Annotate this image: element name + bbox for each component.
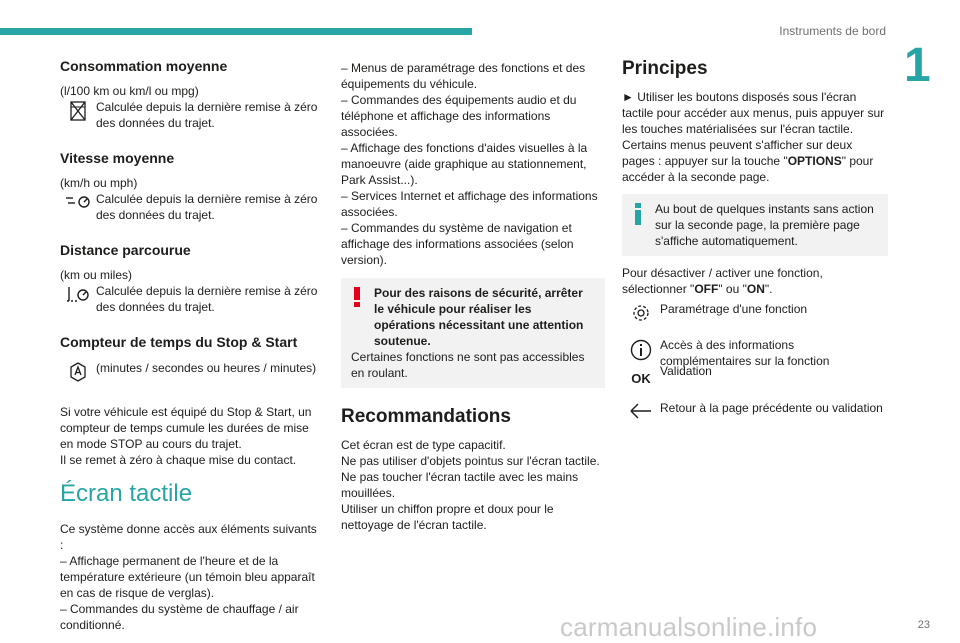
heading-recommendations: Recommandations bbox=[341, 406, 511, 427]
avg-speed-row bbox=[60, 191, 322, 223]
avg-consumption-row bbox=[60, 99, 322, 131]
principles-para1: ► Utiliser les boutons disposés sous l'écran tactile pour accéder aux menus, puis appuyer sur les touches matérialisées sur l'écran tactile. bbox=[622, 90, 885, 136]
recommendation-line: Ne pas toucher l'écran tactile avec les mains mouillées. bbox=[341, 470, 579, 500]
stop-start-para2: Il se remet à zéro à chaque mise du contact. bbox=[60, 453, 297, 467]
stop-start-para1: Si votre véhicule est équipé du Stop & Start, un compteur de temps cumule les durées de mise en mode STOP au cours du trajet. bbox=[60, 405, 312, 451]
principles-text: " pour accéder à la seconde page. bbox=[622, 154, 874, 184]
warning-bold-text: Pour des raisons de sécurité, arrêter le véhicule pour réaliser les opérations nécessitant une attention soutenue. bbox=[374, 286, 584, 348]
recommendation-line: Cet écran est de type capacitif. bbox=[341, 438, 506, 452]
principles-para2 bbox=[622, 137, 888, 185]
stop-start-row bbox=[60, 360, 322, 392]
avg-speed-desc: Calculée depuis la dernière remise à zéro des données du trajet. bbox=[96, 192, 318, 222]
touchscreen-item: – Commandes du système de chauffage / air conditionné. bbox=[60, 602, 299, 632]
speed-icon bbox=[60, 191, 96, 223]
heading-avg-consumption: Consommation moyenne bbox=[60, 58, 228, 74]
options-key-label: OPTIONS bbox=[787, 154, 842, 168]
touchscreen-item: – Affichage permanent de l'heure et de la température extérieure (un témoin bleu apparaît en cas de risque de verglas). bbox=[60, 554, 315, 600]
info-icon bbox=[629, 202, 647, 230]
ok-label: OK bbox=[631, 371, 651, 386]
avg-consumption-desc: Calculée depuis la dernière remise à zéro des données du trajet. bbox=[96, 100, 318, 130]
column-middle bbox=[341, 60, 605, 533]
stop-start-unit: (minutes / secondes ou heures / minutes) bbox=[96, 361, 317, 375]
toggle-text: " ou " bbox=[718, 282, 747, 296]
off-label: OFF bbox=[694, 282, 719, 296]
info-text: Au bout de quelques instants sans action sur la seconde page, la première page s'affiche automatiquement. bbox=[655, 202, 874, 248]
fuel-consumption-icon bbox=[60, 99, 96, 131]
validation-label: Validation bbox=[660, 364, 712, 378]
recommendation-line: Ne pas utiliser d'objets pointus sur l'écran tactile. bbox=[341, 454, 600, 468]
settings-label: Paramétrage d'une fonction bbox=[660, 302, 808, 316]
toggle-text: Pour désactiver / activer une fonction, sélectionner " bbox=[622, 266, 823, 296]
watermark: carmanualsonline.info bbox=[560, 612, 818, 642]
stop-start-icon bbox=[60, 360, 96, 392]
toggle-instruction bbox=[622, 265, 888, 297]
unit-avg-speed: (km/h ou mph) bbox=[60, 176, 138, 190]
validation-row bbox=[622, 364, 888, 386]
page-number: 23 bbox=[917, 619, 930, 631]
touchscreen-intro: Ce système donne accès aux éléments suivants : bbox=[60, 522, 317, 552]
exclamation-icon bbox=[348, 286, 366, 312]
info-row-label: Accès à des informations complémentaires sur la fonction bbox=[660, 338, 830, 368]
distance-row bbox=[60, 283, 322, 315]
info-circle-icon bbox=[622, 337, 660, 361]
info-box bbox=[622, 194, 888, 256]
list-item: – Affichage des fonctions d'aides visuelles à la manoeuvre (aide graphique au stationnement, Park Assist...). bbox=[341, 141, 588, 187]
on-label: ON bbox=[746, 282, 765, 296]
heading-distance: Distance parcourue bbox=[60, 242, 191, 258]
list-item: – Commandes des équipements audio et du téléphone et affichage des informations associées. bbox=[341, 93, 577, 139]
column-right bbox=[622, 58, 888, 429]
heading-principles: Principes bbox=[622, 58, 708, 79]
header-accent-bar bbox=[0, 28, 472, 35]
principles-text: Certains menus peuvent s'afficher sur deux pages : appuyer sur la touche " bbox=[622, 138, 853, 168]
toggle-text: ". bbox=[764, 282, 773, 296]
recommendation-line: Utiliser un chiffon propre et doux pour le nettoyage de l'écran tactile. bbox=[341, 502, 554, 532]
chapter-number: 1 bbox=[904, 39, 931, 92]
list-item: – Services Internet et affichage des informations associées. bbox=[341, 189, 598, 219]
list-item: – Commandes du système de navigation et affichage des informations associées (selon version). bbox=[341, 221, 574, 267]
section-title: Instruments de bord bbox=[779, 24, 886, 38]
back-row bbox=[622, 400, 888, 420]
unit-distance: (km ou miles) bbox=[60, 268, 133, 282]
settings-row bbox=[622, 301, 888, 323]
warning-box bbox=[341, 278, 605, 388]
heading-stop-start: Compteur de temps du Stop & Start bbox=[60, 334, 298, 350]
distance-icon bbox=[60, 283, 96, 315]
list-item: – Menus de paramétrage des fonctions et des équipements du véhicule. bbox=[341, 61, 586, 91]
back-label: Retour à la page précédente ou validation bbox=[660, 401, 883, 415]
back-arrow-icon bbox=[622, 400, 660, 420]
unit-avg-consumption: (l/100 km ou km/l ou mpg) bbox=[60, 84, 199, 98]
warning-text: Certaines fonctions ne sont pas accessibles en roulant. bbox=[351, 350, 585, 380]
ok-icon bbox=[622, 369, 660, 386]
gear-icon bbox=[622, 301, 660, 323]
heading-touchscreen: Écran tactile bbox=[60, 480, 193, 507]
distance-desc: Calculée depuis la dernière remise à zéro des données du trajet. bbox=[96, 284, 318, 314]
column-left bbox=[60, 58, 322, 633]
heading-avg-speed: Vitesse moyenne bbox=[60, 150, 175, 166]
